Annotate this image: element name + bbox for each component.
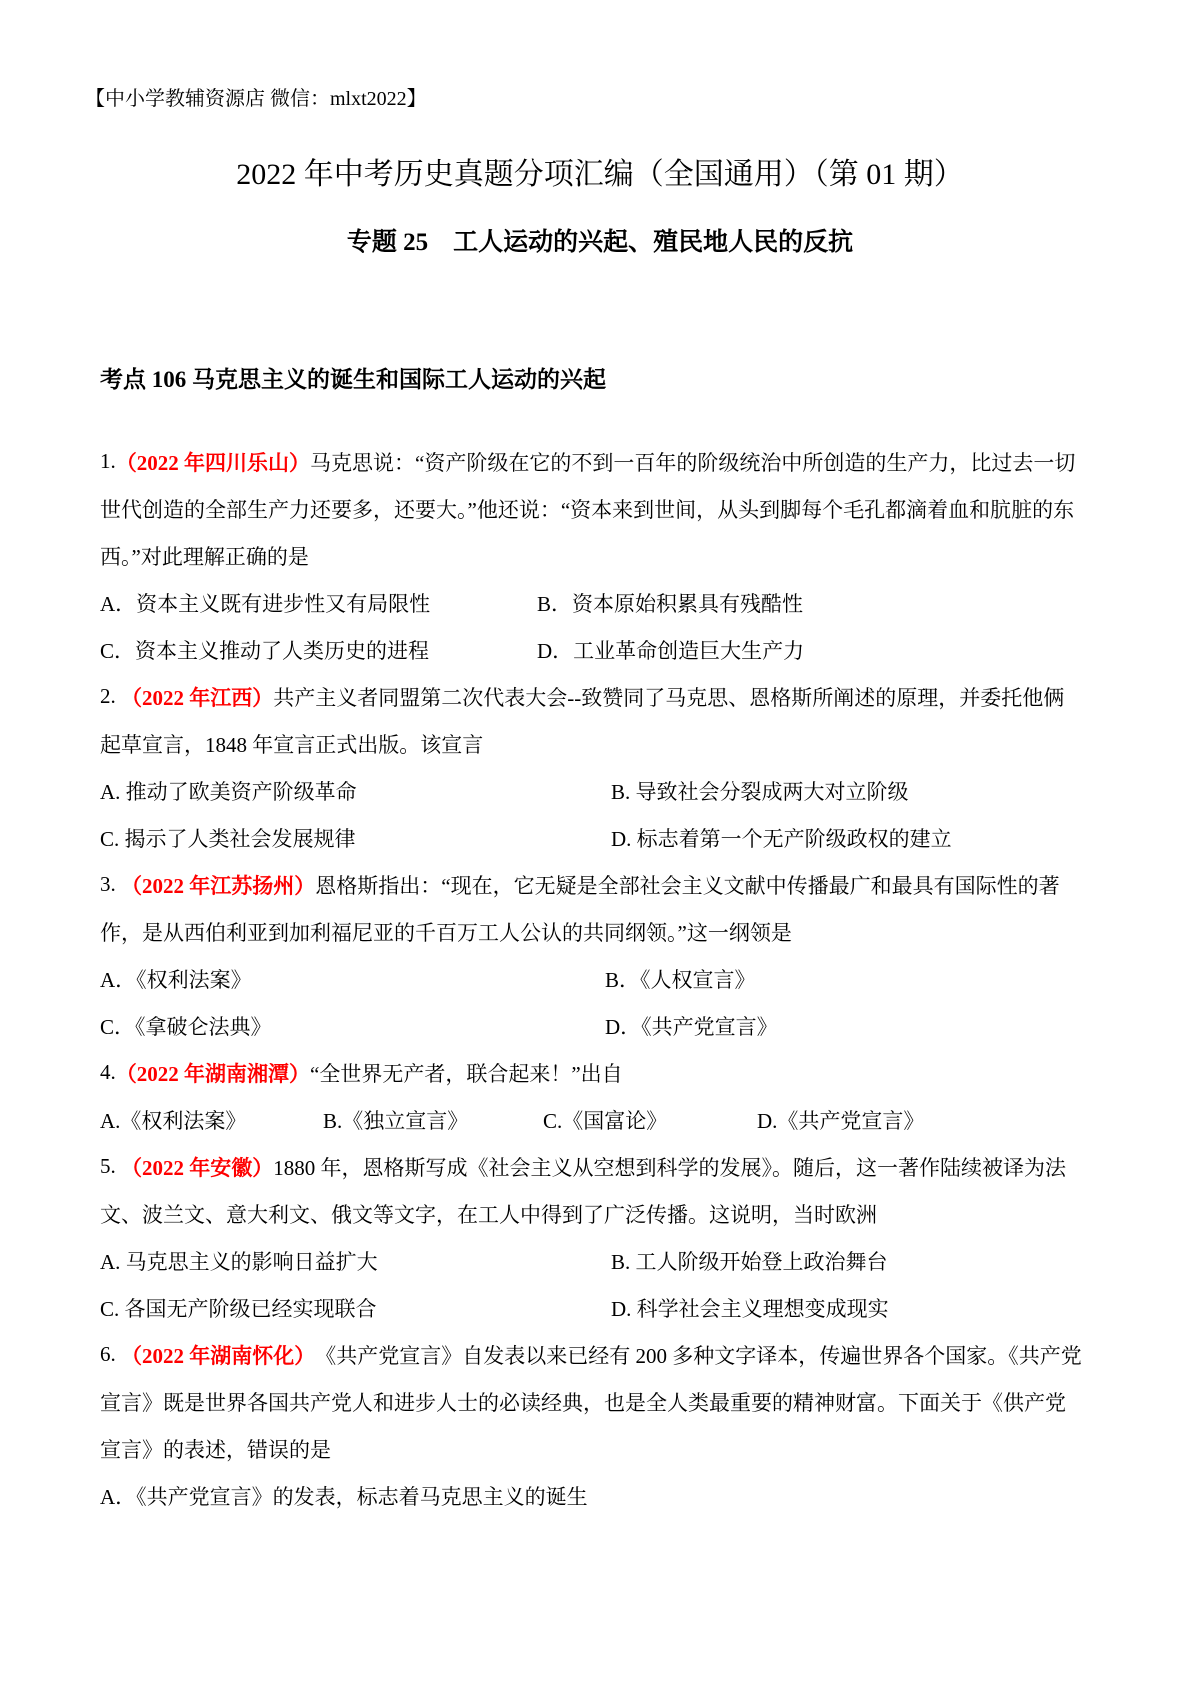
question-6-stem-line-3 [100, 1425, 1104, 1472]
question-3-source: （2022 年江苏扬州） [121, 873, 316, 898]
question-6-stem-text: 《共产党宣言》自发表以来已经有 200 多种文字译本，传遍世界各个国家。《共产党 [315, 1343, 1082, 1368]
question-1-option-d: D．工业革命创造巨大生产力 [537, 638, 805, 663]
question-3-stem-text: 作，是从西伯利亚到加利福尼亚的千百万工人公认的共同纲领。”这一纲领是 [100, 920, 792, 945]
question-1-options-row-2 [100, 626, 1104, 673]
question-6-option-a: A．《共产党宣言》的发表，标志着马克思主义的诞生 [100, 1484, 588, 1509]
question-6-stem-text: 宣言》的表述，错误的是 [100, 1437, 331, 1462]
question-4-stem-text: “全世界无产者，联合起来！”出自 [310, 1061, 623, 1086]
question-1-source: （2022 年四川乐山） [115, 450, 310, 475]
question-1-stem-line-2 [100, 485, 1104, 532]
question-5-option-b: B. 工人阶级开始登上政治舞台 [611, 1249, 888, 1274]
section-heading: 考点 106 马克思主义的诞生和国际工人运动的兴起 [100, 367, 606, 392]
question-5-option-a: A. 马克思主义的影响日益扩大 [100, 1249, 378, 1274]
question-3-option-a: A．《权利法案》 [100, 967, 252, 992]
question-2-number: 2. [100, 684, 121, 708]
question-5-option-c: C. 各国无产阶级已经实现联合 [100, 1296, 377, 1321]
question-6-number: 6. [100, 1342, 121, 1366]
question-6-source: （2022 年湖南怀化） [121, 1343, 316, 1368]
question-6-stem-line-2 [100, 1378, 1104, 1425]
question-4-option-a: A.《权利法案》 [100, 1108, 247, 1133]
question-5-source: （2022 年安徽） [121, 1155, 274, 1180]
shop-header: 【中小学教辅资源店 微信：mlxt2022】 [85, 88, 427, 110]
question-6-option-row [100, 1472, 1104, 1519]
question-1-stem-text: 马克思说：“资产阶级在它的不到一百年的阶级统治中所创造的生产力，比过去一切 [310, 450, 1076, 475]
question-4-option-d: D.《共产党宣言》 [757, 1108, 925, 1133]
question-3-stem-line-1 [100, 861, 1104, 908]
question-6-stem-line-1 [100, 1331, 1104, 1378]
question-2-stem-line-1 [100, 673, 1104, 720]
question-2-option-b: B. 导致社会分裂成两大对立阶级 [611, 779, 909, 804]
question-4-option-b: B.《独立宣言》 [323, 1108, 469, 1133]
question-1-stem-text: 西。”对此理解正确的是 [100, 544, 309, 569]
question-2-stem-text: 起草宣言，1848 年宣言正式出版。该宣言 [100, 732, 484, 757]
question-1-option-a: A．资本主义既有进步性又有局限性 [100, 591, 431, 616]
document-title: 2022 年中考历史真题分项汇编（全国通用）（第 01 期） [236, 158, 964, 191]
question-5-stem-line-2 [100, 1190, 1104, 1237]
question-3-option-c: C．《拿破仑法典》 [100, 1014, 272, 1039]
question-2-stem-line-2 [100, 720, 1104, 767]
question-2-option-c: C. 揭示了人类社会发展规律 [100, 826, 356, 851]
question-2-stem-text: 共产主义者同盟第二次代表大会--致赞同了马克思、恩格斯所阐述的原理，并委托他俩 [273, 685, 1065, 710]
question-3-options-row-1 [100, 955, 1104, 1002]
question-4-source: （2022 年湖南湘潭） [115, 1061, 310, 1086]
question-5-stem-text: 1880 年，恩格斯写成《社会主义从空想到科学的发展》。随后，这一著作陆续被译为法 [273, 1155, 1066, 1180]
question-1-stem-line-3 [100, 532, 1104, 579]
question-3-option-b: B．《人权宣言》 [605, 967, 756, 992]
question-4-stem-line-1 [100, 1049, 1104, 1096]
question-2-option-a: A. 推动了欧美资产阶级革命 [100, 779, 357, 804]
question-1-stem-line-1 [100, 438, 1104, 485]
question-5-options-row-1 [100, 1237, 1104, 1284]
document-subtitle: 专题 25 工人运动的兴起、殖民地人民的反抗 [346, 229, 854, 256]
question-2-option-d: D. 标志着第一个无产阶级政权的建立 [611, 826, 952, 851]
question-1-option-b: B．资本原始积累具有残酷性 [537, 591, 804, 616]
question-3-stem-line-2 [100, 908, 1104, 955]
question-5-stem-text: 文、波兰文、意大利文、俄文等文字，在工人中得到了广泛传播。这说明，当时欧洲 [100, 1202, 877, 1227]
question-3-option-d: D．《共产党宣言》 [605, 1014, 778, 1039]
question-3-number: 3. [100, 872, 121, 896]
question-1-options-row-1 [100, 579, 1104, 626]
question-1-option-c: C．资本主义推动了人类历史的进程 [100, 638, 430, 663]
question-2-options-row-1 [100, 767, 1104, 814]
question-4-options-row [100, 1096, 1104, 1143]
questions-body [100, 438, 1104, 1519]
question-4-option-c: C.《国富论》 [543, 1108, 668, 1133]
question-3-stem-text: 恩格斯指出：“现在，它无疑是全部社会主义文献中传播最广和最具有国际性的著 [315, 873, 1060, 898]
question-1-stem-text: 世代创造的全部生产力还要多，还要大。”他还说：“资本来到世间，从头到脚每个毛孔都滴着血和肮脏的东 [100, 497, 1075, 522]
question-6-stem-text: 宣言》既是世界各国共产党人和进步人士的必读经典，也是全人类最重要的精神财富。下面关于《供产党 [100, 1390, 1066, 1415]
question-2-options-row-2 [100, 814, 1104, 861]
question-5-option-d: D. 科学社会主义理想变成现实 [611, 1296, 889, 1321]
question-5-number: 5. [100, 1154, 121, 1178]
question-1-number: 1. [100, 449, 116, 473]
question-5-options-row-2 [100, 1284, 1104, 1331]
question-3-options-row-2 [100, 1002, 1104, 1049]
question-5-stem-line-1 [100, 1143, 1104, 1190]
question-4-number: 4. [100, 1060, 116, 1084]
question-2-source: （2022 年江西） [121, 685, 274, 710]
